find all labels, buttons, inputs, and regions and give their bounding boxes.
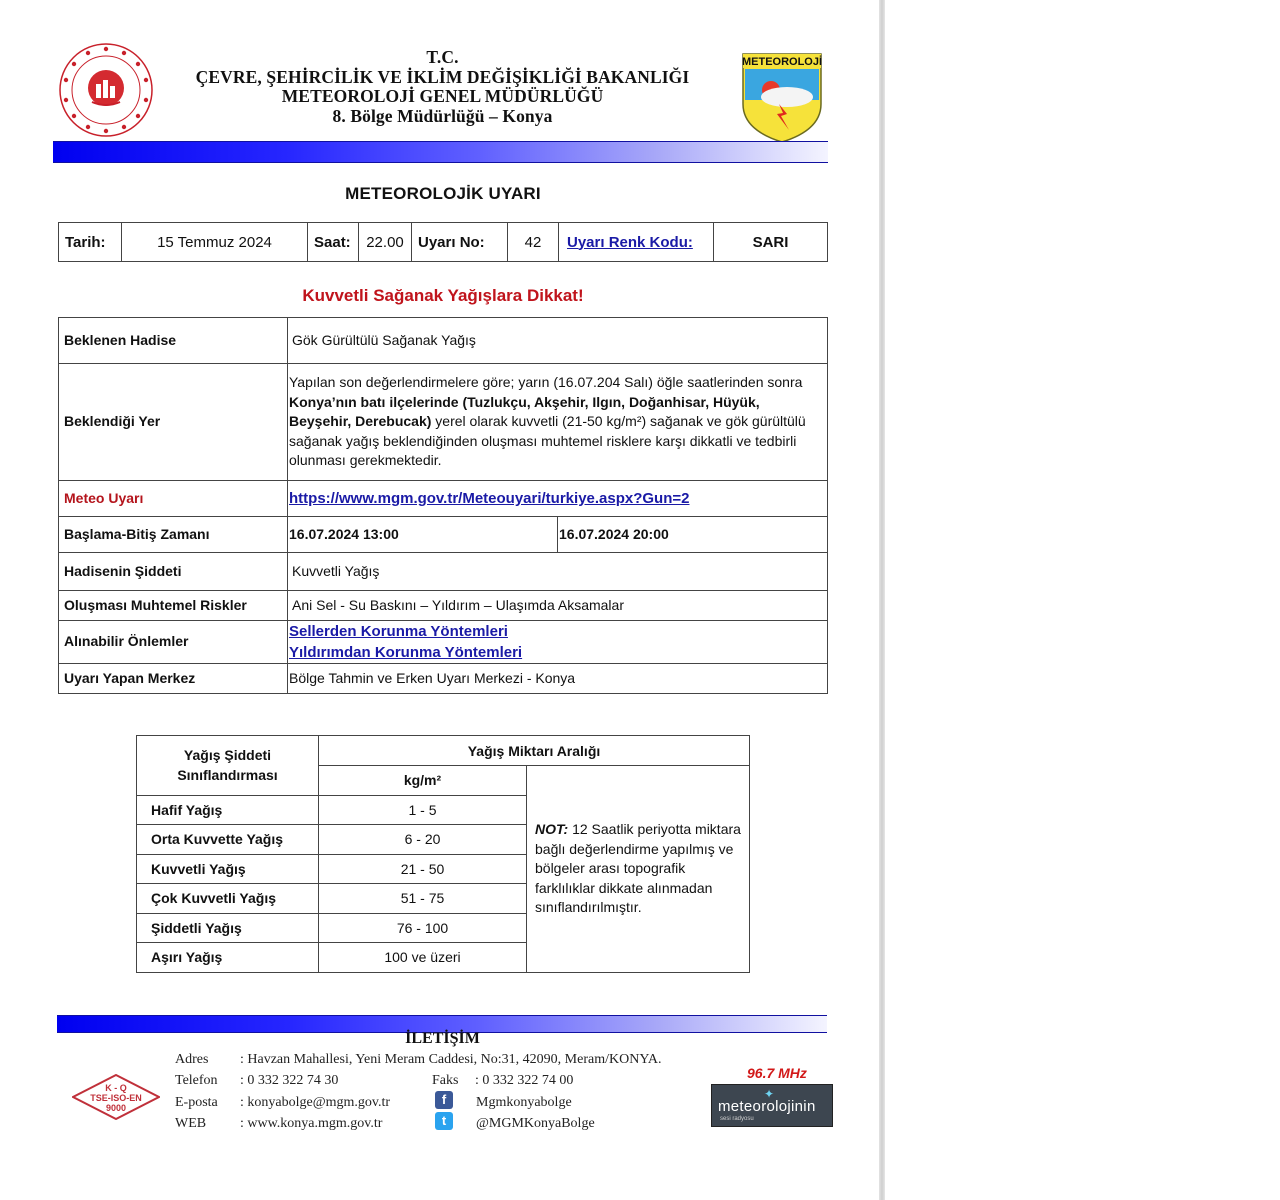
header-title: [170, 48, 715, 126]
color-code-cell: [559, 223, 714, 262]
svg-text:METEOROLOJİ: METEOROLOJİ: [741, 56, 823, 68]
table-row: Hafif Yağış 1 - 5: [137, 795, 750, 825]
table-row: [59, 517, 828, 553]
warning-no-label: Uyarı No:: [412, 223, 508, 262]
table-row: Kuvvetli Yağış 21 - 50: [137, 854, 750, 884]
fax-label: Faks: [432, 1073, 459, 1088]
meteo-warning-cell: [288, 481, 828, 517]
web-label: WEB: [175, 1116, 207, 1131]
tse-iso-certification-icon: [72, 1074, 160, 1120]
table-row: Orta Kuvvette Yağış 6 - 20: [137, 825, 750, 855]
event-value: Gök Gürültülü Sağanak Yağış: [288, 318, 828, 364]
table-row: [59, 621, 828, 664]
place-label: Beklendiği Yer: [59, 364, 288, 481]
svg-text:9000: 9000: [105, 1103, 127, 1113]
web-value[interactable]: : www.konya.mgm.gov.tr: [240, 1116, 383, 1131]
header-line-tc: T.C.: [426, 47, 459, 67]
lightning-protection-link[interactable]: Yıldırımdan Korunma Yöntemleri: [289, 644, 523, 661]
time-label: Saat:: [308, 223, 359, 262]
measures-label: Alınabilir Önlemler: [59, 621, 288, 664]
table-row: [59, 553, 828, 591]
radio-brand: meteorolojinin: [718, 1098, 816, 1115]
date-label: Tarih:: [59, 223, 122, 262]
severity-value: Kuvvetli Yağış: [288, 553, 828, 591]
meteo-warning-label: Meteo Uyarı: [59, 481, 288, 517]
alert-headline: Kuvvetli Sağanak Yağışlara Dikkat!: [302, 286, 584, 305]
color-code-value: SARI: [714, 223, 828, 262]
amount-range-header: Yağış Miktarı Aralığı: [319, 736, 750, 766]
table-row: Çok Kuvvetli Yağış 51 - 75: [137, 884, 750, 914]
address-value: : Havzan Mahallesi, Yeni Meram Caddesi, No:31, 42090, Meram/KONYA.: [240, 1052, 662, 1067]
end-time: 16.07.2024 20:00: [558, 517, 828, 553]
meteo-warning-link[interactable]: https://www.mgm.gov.tr/Meteouyari/turkiye.aspx?Gun=2: [289, 489, 690, 507]
document-title: METEOROLOJİK UYARI: [345, 184, 541, 203]
twitter-icon[interactable]: t: [435, 1112, 453, 1130]
header-line-ministry: ÇEVRE, ŞEHİRCİLİK VE İKLİM DEĞİŞİKLİĞİ BAKANLIĞI: [195, 66, 690, 87]
table-row: Aşırı Yağış 100 ve üzeri: [137, 943, 750, 973]
header-divider-bar: [53, 141, 828, 163]
table-row: Şiddetli Yağış 76 - 100: [137, 913, 750, 943]
table-row: [59, 664, 828, 694]
address-label: Adres: [175, 1052, 209, 1067]
center-value: Bölge Tahmin ve Erken Uyarı Merkezi - Konya: [288, 664, 828, 694]
radio-frequency: 96.7 MHz: [747, 1065, 807, 1081]
table-row: [59, 481, 828, 517]
table-row: [59, 591, 828, 621]
facebook-handle[interactable]: Mgmkonyabolge: [476, 1095, 572, 1110]
email-value[interactable]: : konyabolge@mgm.gov.tr: [240, 1095, 391, 1110]
fax-value: : 0 332 322 74 00: [475, 1073, 574, 1088]
risks-value: Ani Sel - Su Baskını – Yıldırım – Ulaşımda Aksamalar: [288, 591, 828, 621]
warning-info-table: [58, 222, 828, 262]
contact-title: İLETİŞİM: [405, 1030, 480, 1047]
phone-label: Telefon: [175, 1073, 218, 1088]
meteoroloji-shield-icon: [741, 52, 823, 144]
star-icon: ✦: [764, 1087, 775, 1101]
svg-text:K - Q: K - Q: [105, 1083, 127, 1093]
start-time: 16.07.2024 13:00: [288, 517, 558, 553]
time-value: 22.00: [359, 223, 412, 262]
radio-brand-box: [711, 1084, 833, 1127]
warning-no-value: 42: [508, 223, 559, 262]
unit-header: kg/m²: [319, 766, 527, 796]
facebook-icon[interactable]: f: [435, 1091, 453, 1109]
twitter-handle[interactable]: @MGMKonyaBolge: [476, 1116, 595, 1131]
warning-details-table: [58, 317, 828, 694]
event-label: Beklenen Hadise: [59, 318, 288, 364]
classification-note: NOT: 12 Saatlik periyotta miktara bağlı değerlendirme yapılmış ve bölgeler arası topografik farklılıklar dikkate alınmadan sınıflandırılmıştır.: [527, 766, 750, 973]
place-value: Yapılan son değerlendirmelere göre; yarın (16.07.204 Salı) öğle saatlerinden sonra Konya’nın batı ilçelerinde (Tuzlukçu, Akşehir, Ilgın, Doğanhisar, Hüyük, Beyşehir, Derebucak) yerel olarak kuvvetli (21-50 kg/m²) sağanak ve gök gürültülü sağanak yağış beklendiğinden oluşması muhtemel risklere karşı dikkatli ve tedbirli olunması gerekmektedir.: [288, 364, 828, 481]
empty-right-pane: [885, 0, 1280, 1200]
radio-logo: [711, 1065, 833, 1127]
phone-value: : 0 332 322 74 30: [240, 1073, 339, 1088]
classification-header: Yağış Şiddeti Sınıflandırması: [137, 736, 319, 796]
ministry-seal-icon: [58, 42, 154, 138]
date-value: 15 Temmuz 2024: [122, 223, 308, 262]
risks-label: Oluşması Muhtemel Riskler: [59, 591, 288, 621]
precipitation-classification-table: [136, 735, 750, 973]
email-label: E-posta: [175, 1095, 218, 1110]
table-row: [59, 364, 828, 481]
time-range-label: Başlama-Bitiş Zamanı: [59, 517, 288, 553]
severity-label: Hadisenin Şiddeti: [59, 553, 288, 591]
svg-text:TSE-ISO-EN: TSE-ISO-EN: [90, 1093, 142, 1103]
header-line-directorate: METEOROLOJİ GENEL MÜDÜRLÜĞÜ: [281, 86, 604, 106]
table-row: [59, 318, 828, 364]
measures-cell: [288, 621, 828, 664]
center-label: Uyarı Yapan Merkez: [59, 664, 288, 694]
color-code-link[interactable]: Uyarı Renk Kodu:: [567, 233, 693, 251]
flood-protection-link[interactable]: Sellerden Korunma Yöntemleri: [289, 623, 508, 640]
radio-subtitle: sesi radyosu: [720, 1116, 754, 1122]
header-line-region: 8. Bölge Müdürlüğü – Konya: [332, 105, 553, 126]
